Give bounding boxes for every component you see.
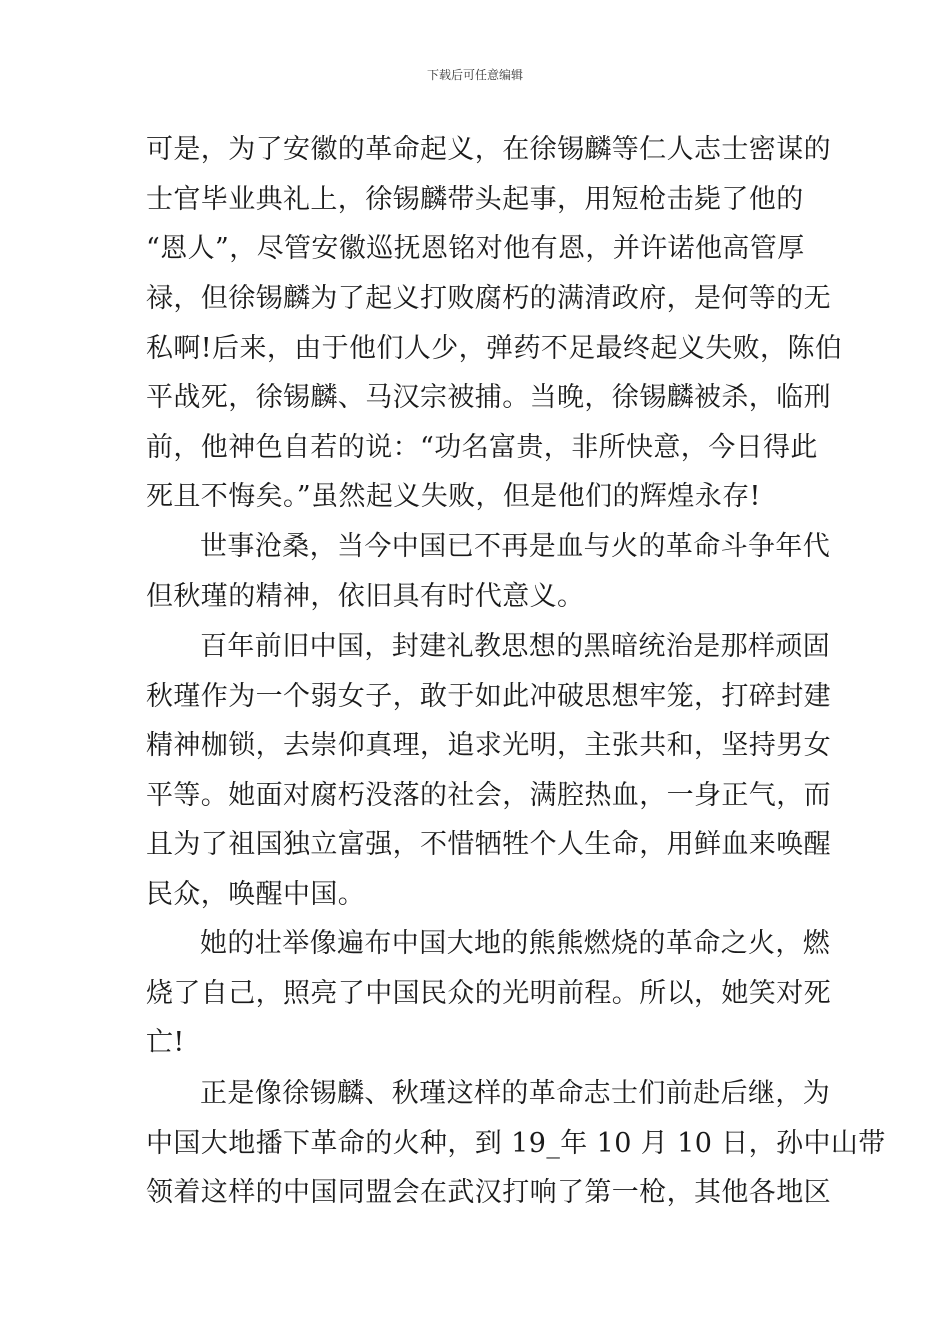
paragraph-line: 可是，为了安徽的革命起义，在徐锡麟等仁人志士密谋的 — [146, 134, 831, 165]
paragraph-line: 她的壮举像遍布中国大地的熊熊燃烧的革命之火，燃 — [200, 928, 831, 959]
paragraph-line: 平等。她面对腐朽没落的社会，满腔热血，一身正气，而 — [146, 780, 831, 811]
paragraph-line: 中国大地播下革命的火种，到 19_年 10 月 10 日，孙中山带 — [146, 1128, 886, 1159]
header-note: 下载后可任意编辑 — [426, 68, 523, 82]
paragraph-line: 私啊!后来，由于他们人少，弹药不足最终起义失败，陈伯 — [146, 333, 843, 364]
paragraph-line: 世事沧桑，当今中国已不再是血与火的革命斗争年代 — [200, 531, 831, 562]
paragraph-line: 死且不悔矣。”虽然起义失败，但是他们的辉煌永存! — [146, 481, 761, 512]
paragraph-line: 烧了自己，照亮了中国民众的光明前程。所以，她笑对死 — [146, 978, 831, 1009]
paragraph-line: “恩人”，尽管安徽巡抚恩铭对他有恩，并许诺他高管厚 — [146, 233, 805, 264]
paragraph-line: 平战死，徐锡麟、马汉宗被捕。当晚，徐锡麟被杀，临刑 — [146, 382, 831, 413]
paragraph-line: 禄，但徐锡麟为了起义打败腐朽的满清政府，是何等的无 — [146, 283, 831, 314]
paragraph-line: 百年前旧中国，封建礼教思想的黑暗统治是那样顽固 — [200, 631, 831, 662]
paragraph-line: 领着这样的中国同盟会在武汉打响了第一枪，其他各地区 — [146, 1177, 831, 1208]
paragraph-line: 但秋瑾的精神，依旧具有时代意义。 — [146, 581, 585, 612]
paragraph-line: 前，他神色自若的说：“功名富贵，非所快意，今日得此 — [146, 432, 818, 463]
paragraph-line: 士官毕业典礼上，徐锡麟带头起事，用短枪击毙了他的 — [146, 184, 804, 215]
paragraph-line: 正是像徐锡麟、秋瑾这样的革命志士们前赴后继，为 — [200, 1078, 831, 1109]
paragraph-line: 秋瑾作为一个弱女子，敢于如此冲破思想牢笼，打碎封建 — [146, 681, 831, 712]
paragraph-line: 亡! — [146, 1027, 185, 1058]
paragraph-line: 精神枷锁，去崇仰真理，追求光明，主张共和，坚持男女 — [146, 730, 831, 761]
paragraph-line: 且为了祖国独立富强，不惜牺牲个人生命，用鲜血来唤醒 — [146, 829, 831, 860]
paragraph-line: 民众，唤醒中国。 — [146, 879, 366, 910]
